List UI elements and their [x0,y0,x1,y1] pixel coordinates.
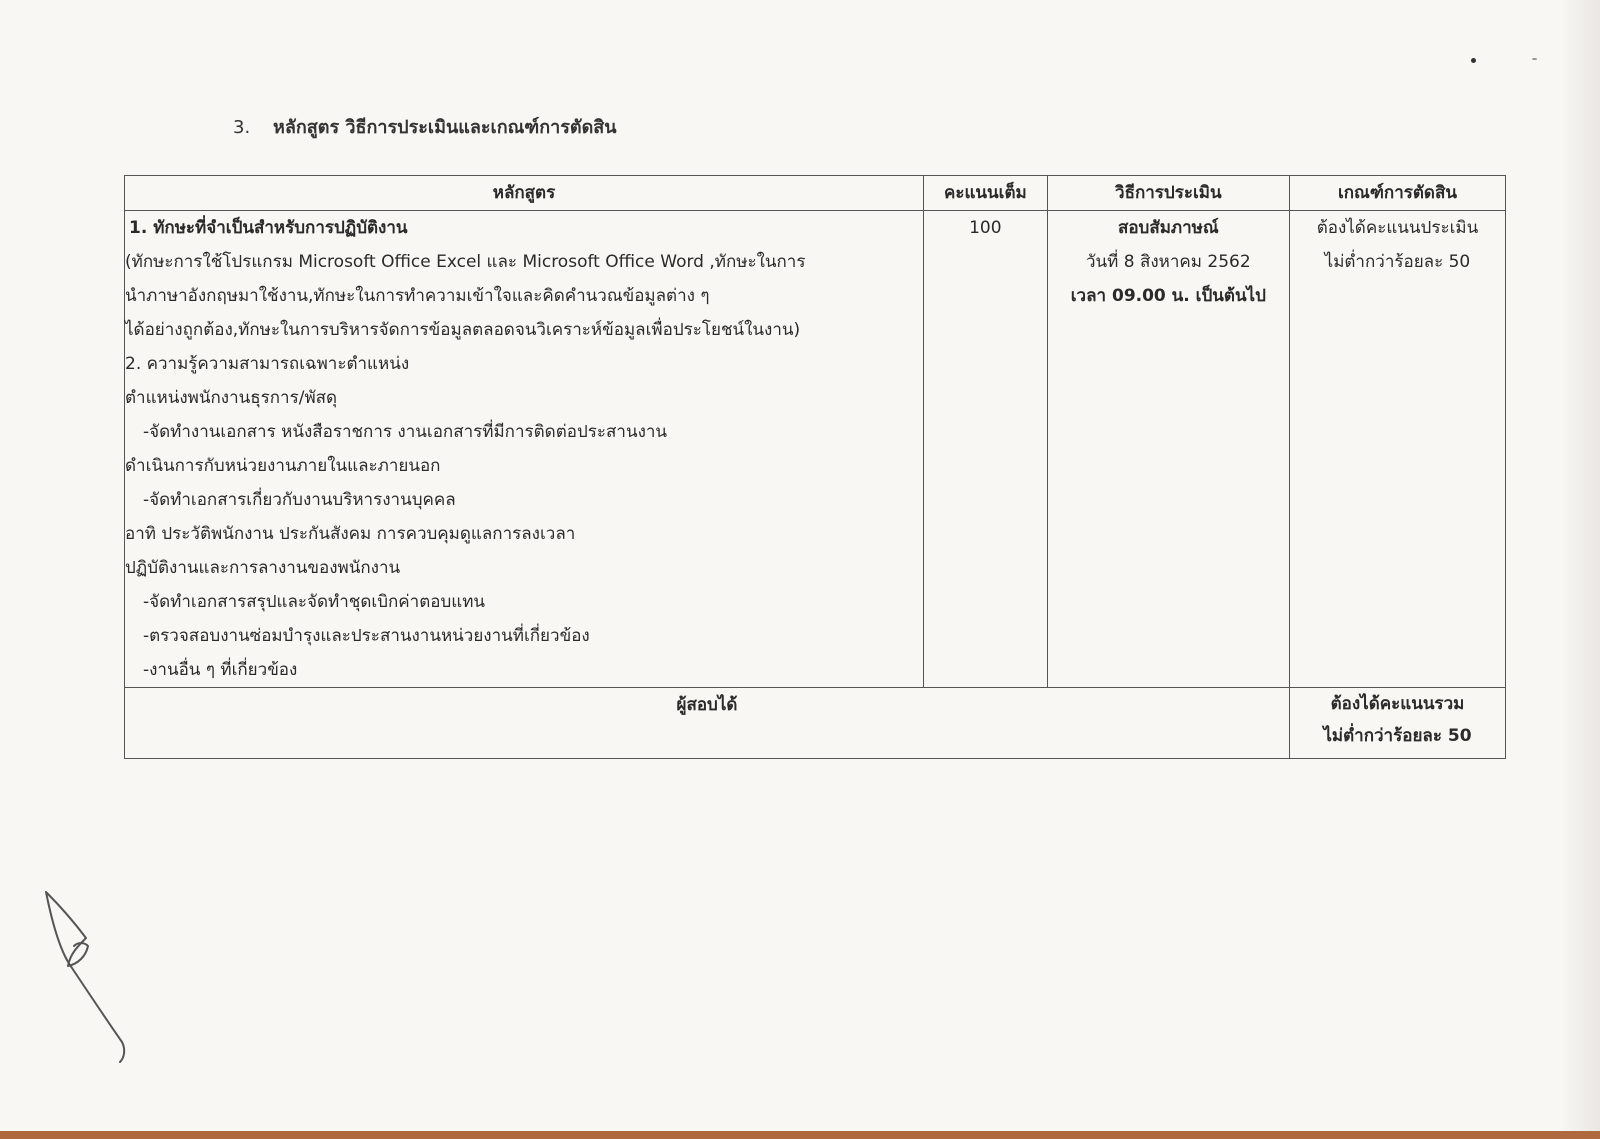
course-line: อาทิ ประวัติพนักงาน ประกันสังคม การควบคุมดูแลการลงเวลา [125,524,576,544]
footer-criteria-line: ต้องได้คะแนนรวม [1330,694,1465,714]
course-line: 2. ความรู้ความสามารถเฉพาะตำแหน่ง [125,354,410,374]
handwritten-signature [38,882,138,1072]
course-line: ดำเนินการกับหน่วยงานภายในและภายนอก [125,456,441,476]
method-title: สอบสัมภาษณ์ [1117,218,1219,238]
page-edge-shadow [1560,0,1600,1131]
criteria-cell [1289,211,1505,688]
section-title: หลักสูตร วิธีการประเมินและเกณฑ์การตัดสิน [273,117,617,138]
assessment-table [124,175,1506,759]
full-score-cell [923,211,1047,688]
footer-label: ผู้สอบได้ [125,688,1290,759]
course-line: 1. ทักษะที่จำเป็นสำหรับการปฏิบัติงาน [129,218,408,238]
header-criteria: เกณฑ์การตัดสิน [1289,176,1505,211]
course-line: ปฏิบัติงานและการลางานของพนักงาน [125,558,401,578]
course-line: ได้อย่างถูกต้อง,ทักษะในการบริหารจัดการข้อมูลตลอดจนวิเคราะห์ข้อมูลเพื่อประโยชน์ในงาน) [125,320,801,340]
header-full-score: คะแนนเต็ม [923,176,1047,211]
section-heading [233,112,617,141]
full-score-value: 100 [969,218,1002,238]
header-method: วิธีการประเมิน [1047,176,1289,211]
footer-criteria-line: ไม่ต่ำกว่าร้อยละ 50 [1323,726,1472,746]
method-date: วันที่ 8 สิงหาคม 2562 [1085,252,1251,272]
course-line: -ตรวจสอบงานซ่อมบำรุงและประสานงานหน่วยงานที่เกี่ยวข้อง [143,626,590,646]
dust-speck [1532,58,1537,60]
course-line: ตำแหน่งพนักงานธุรการ/พัสดุ [125,388,338,408]
table-header-row [125,176,1506,211]
table-footer-row [125,688,1506,759]
dust-speck [1471,58,1476,63]
course-line: นำภาษาอังกฤษมาใช้งาน,ทักษะในการทำความเข้าใจและคิดคำนวณข้อมูลต่าง ๆ [125,286,710,306]
criteria-line: ไม่ต่ำกว่าร้อยละ 50 [1324,252,1471,272]
section-number: 3. [233,117,251,138]
course-line: -จัดทำเอกสารเกี่ยวกับงานบริหารงานบุคคล [143,490,456,510]
course-line: -จัดทำงานเอกสาร หนังสือราชการ งานเอกสารที่มีการติดต่อประสานงาน [143,422,668,442]
course-line: -งานอื่น ๆ ที่เกี่ยวข้อง [143,660,298,680]
footer-criteria-cell [1289,688,1505,759]
course-line: (ทักษะการใช้โปรแกรม Microsoft Office Excel และ Microsoft Office Word ,ทักษะในการ [125,252,806,272]
table-row [125,211,1506,688]
criteria-line: ต้องได้คะแนนประเมิน [1316,218,1479,238]
course-line: -จัดทำเอกสารสรุปและจัดทำชุดเบิกค่าตอบแทน [143,592,486,612]
course-cell [125,211,924,688]
header-course: หลักสูตร [125,176,924,211]
method-time: เวลา 09.00 น. เป็นต้นไป [1070,286,1266,306]
method-cell [1047,211,1289,688]
